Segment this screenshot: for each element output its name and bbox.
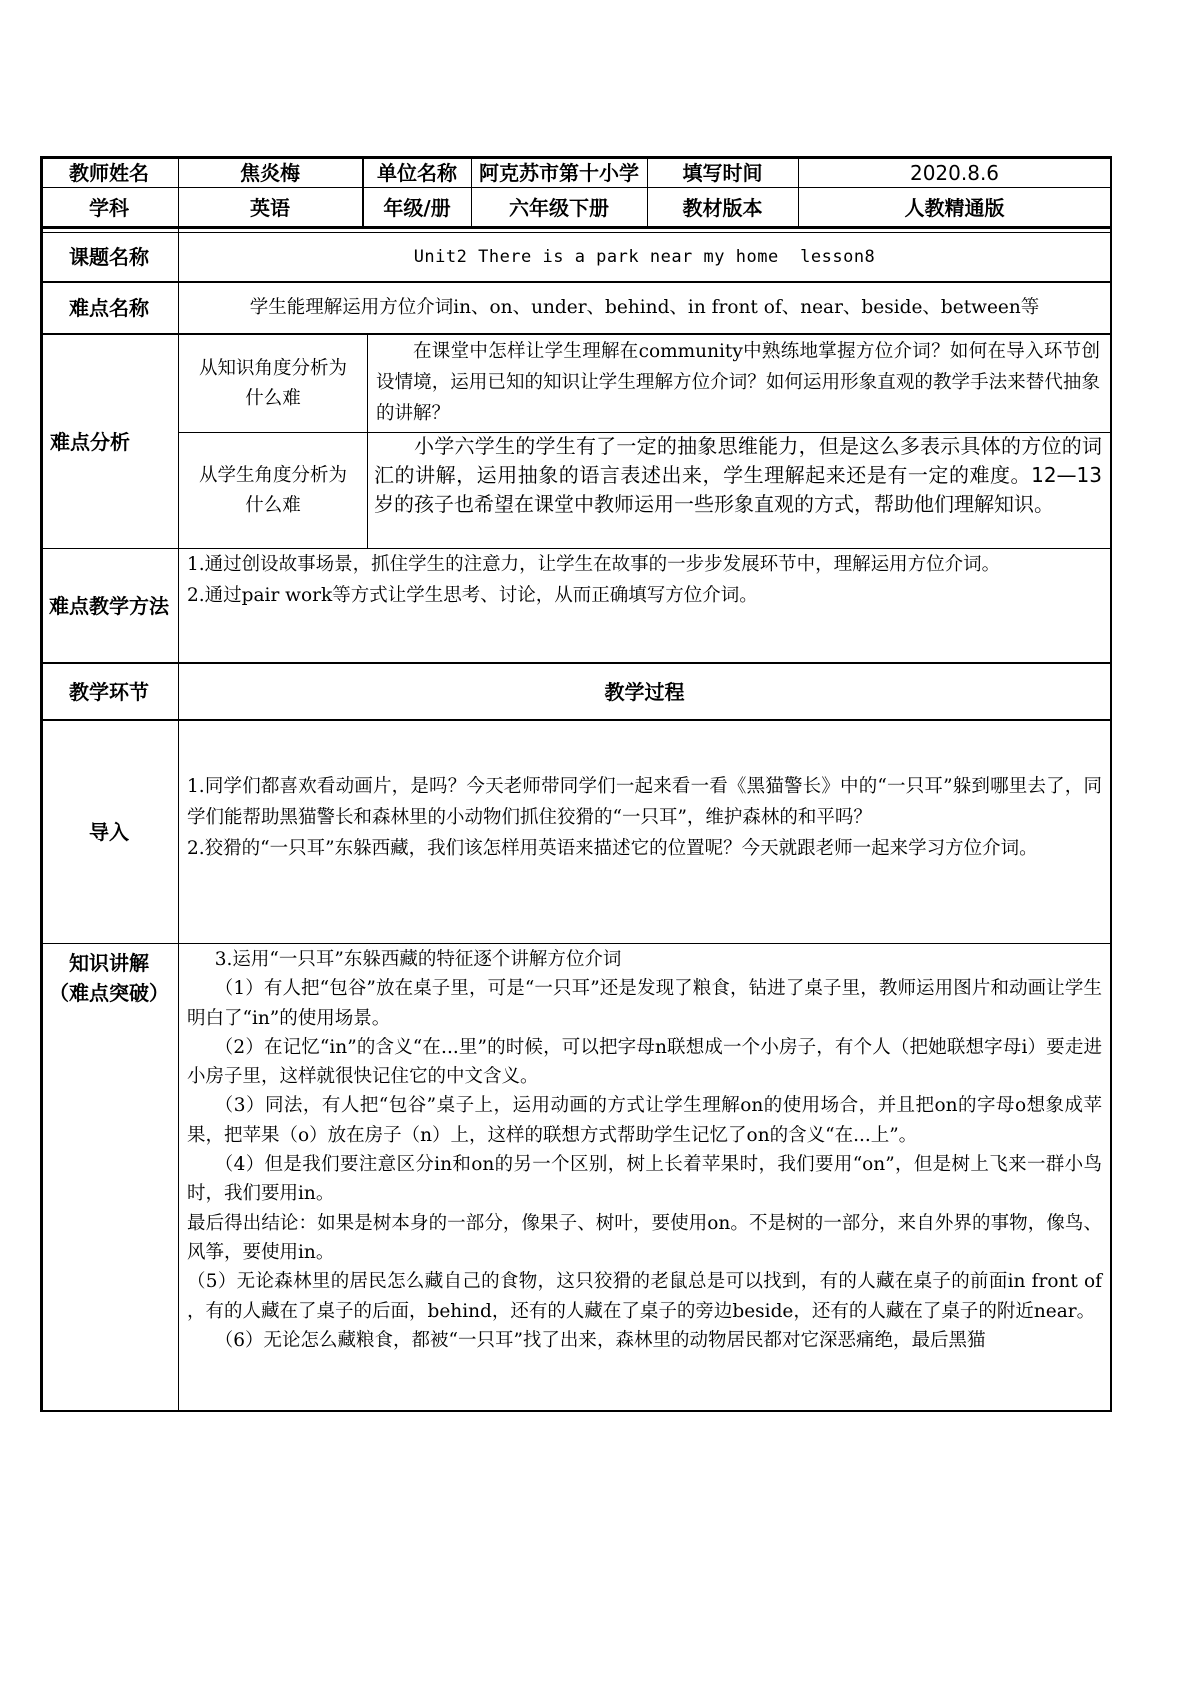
knowledge-label-line-2: （难点突破） <box>49 981 169 1005</box>
unit-name-value: 阿克苏市第十小学 <box>479 160 639 185</box>
knowledge-label-line-1: 知识讲解 <box>69 951 149 975</box>
intro-paragraph-1: 1.同学们都喜欢看动画片，是吗？今天老师带同学们一起来看一看《黑猫警长》中的“一只耳”躲到哪里去了，同学们能帮助黑猫警长和森林里的小动物们抓住狡猾的“一只耳”，维护森林的和平吗？ <box>187 776 1102 828</box>
knowledge-paragraph-5: 最后得出结论：如果是树本身的一部分，像果子、树叶，要使用on。不是树的一部分，来自外界的事物，像鸟、风筝，要使用in。 <box>187 1212 1102 1263</box>
subject-value: 英语 <box>250 195 290 220</box>
method-text <box>179 549 1110 662</box>
knowledge-paragraph-7: （6）无论怎么藏粮食，都被“一只耳”找了出来，森林里的动物居民都对它深恶痛绝，最后黑猫 <box>214 1329 986 1351</box>
stage-label: 教学环节 <box>69 679 149 704</box>
knowledge-paragraph-1: （1）有人把“包谷”放在桌子里，可是“一只耳”还是发现了粮食，钻进了桌子里，教师运用图片和动画让学生明白了“in”的使用场景。 <box>187 978 1102 1029</box>
border-right <box>1110 156 1112 1412</box>
knowledge-paragraph-2: （2）在记忆“in”的含义“在...里”的时候，可以把字母n联想成一个小房子，有个人（把她联想字母i）要走进小房子里，这样就很快记住它的中文含义。 <box>187 1036 1102 1088</box>
teacher-name-label: 教师姓名 <box>69 160 149 185</box>
knowledge-paragraph-0: 3.运用“一只耳”东躲西藏的特征逐个讲解方位介词 <box>214 949 622 970</box>
intro-paragraph-2: 2.狡猾的“一只耳”东躲西藏，我们该怎样用英语来描述它的位置呢？今天就跟老师一起来学习方位介词。 <box>187 838 1038 859</box>
knowledge-angle-text <box>368 336 1110 432</box>
method-label: 难点教学方法 <box>49 593 169 618</box>
grade-label: 年级/册 <box>383 195 451 220</box>
grade-value: 六年级下册 <box>509 195 609 220</box>
difficulty-label: 难点名称 <box>69 296 149 320</box>
fill-date-value: 2020.8.6 <box>909 160 1000 185</box>
method-line-1: 1.通过创设故事场景，抓住学生的注意力，让学生在故事的一步步发展环节中，理解运用方位介词。 <box>187 554 1001 575</box>
process-label: 教学过程 <box>604 679 685 704</box>
intro-label: 导入 <box>89 820 129 844</box>
edition-value: 人教精通版 <box>904 195 1005 220</box>
student-angle-paragraph: 小学六学生的学生有了一定的抽象思维能力，但是这么多表示具体的方位的词汇的讲解，运用抽象的语言表述出来，学生理解起来还是有一定的难度。12—13岁的孩子也希望在课堂中教师运用一些形象直观的方式，帮助他们理解知识。 <box>374 434 1102 516</box>
subject-label: 学科 <box>89 195 129 220</box>
topic-label: 课题名称 <box>69 245 149 269</box>
edition-label: 教材版本 <box>682 195 763 220</box>
analysis-label: 难点分析 <box>50 429 130 454</box>
teacher-name-value: 焦炎梅 <box>240 160 300 185</box>
topic-value: Unit2 There is a park near my home lesson8 <box>413 247 876 267</box>
knowledge-angle-label: 从知识角度分析为什么难 <box>198 357 347 409</box>
intro-text <box>179 721 1110 943</box>
unit-name-label: 单位名称 <box>377 160 457 185</box>
knowledge-text <box>179 945 1110 1410</box>
student-angle-label: 从学生角度分析为什么难 <box>198 464 347 516</box>
knowledge-paragraph-4: （4）但是我们要注意区分in和on的另一个区别，树上长着苹果时，我们要用“on”，但是树上飞来一群小鸟时，我们要用in。 <box>187 1154 1102 1205</box>
knowledge-label <box>40 945 178 1011</box>
fill-date-label: 填写时间 <box>682 160 763 185</box>
student-angle-text <box>368 432 1110 548</box>
method-line-2: 2.通过pair work等方式让学生思考、讨论，从而正确填写方位介词。 <box>187 585 758 606</box>
border-bottom <box>40 1410 1112 1412</box>
difficulty-value: 学生能理解运用方位介词in、on、under、behind、in front of、near、beside、between等 <box>249 297 1040 318</box>
hline <box>40 943 1112 944</box>
knowledge-paragraph-6: （5）无论森林里的居民怎么藏自己的食物，这只狡猾的老鼠总是可以找到，有的人藏在桌子的前面in front of ，有的人藏在了桌子的后面，behind，还有的人藏在了桌子的旁边beside，还有的人藏在了桌子的附近near。 <box>187 1271 1102 1322</box>
knowledge-angle-paragraph: 在课堂中怎样让学生理解在community中熟练地掌握方位介词？如何在导入环节创设情境，运用已知的知识让学生理解方位介词？如何运用形象直观的教学手法来替代抽象的讲解？ <box>376 341 1100 424</box>
knowledge-paragraph-3: （3）同法，有人把“包谷”桌子上，运用动画的方式让学生理解on的使用场合，并且把on的字母o想象成苹果，把苹果（o）放在房子（n）上，这样的联想方式帮助学生记忆了on的含义“在...上”。 <box>187 1095 1102 1146</box>
